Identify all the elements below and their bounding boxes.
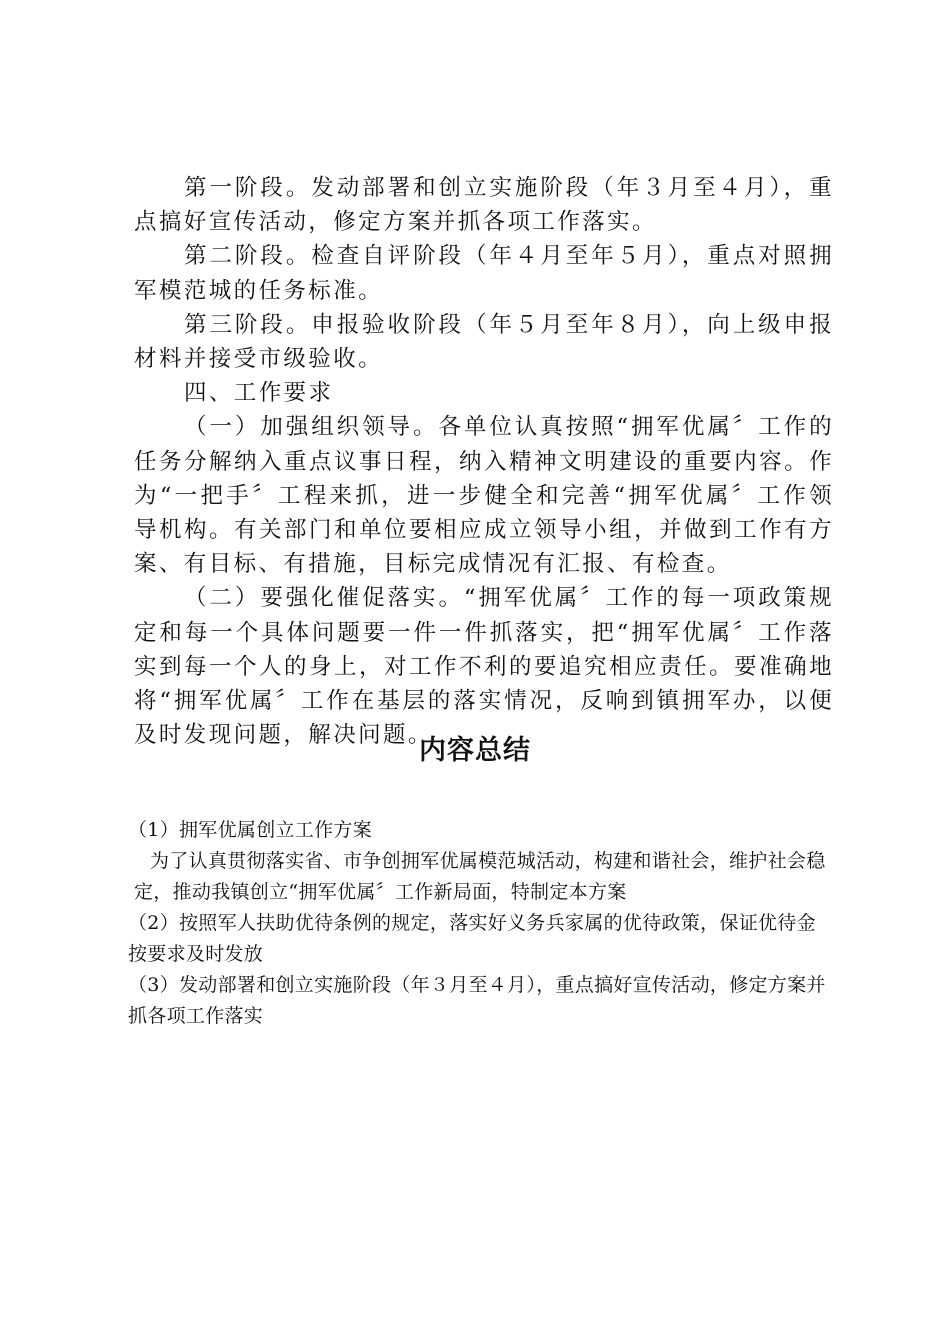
section-heading-requirements: 四、工作要求 [184,380,334,407]
paragraph-stage-three: 第三阶段。申报验收阶段（年５月至年８月），向上级申报材料并接受市级验收。 [134,311,834,373]
summary-item: （1）拥军优属创立工作方案 [128,819,372,841]
summary-item: （2）按照军人扶助优待条例的规定，落实好义务兵家属的优待政策，保证优待金按要求及时发放 [128,912,816,965]
paragraph-stage-one: 第一阶段。发动部署和创立实施阶段（年３月至４月），重点搞好宣传活动，修定方案并抓各项工作落实。 [134,175,834,236]
document-body [134,171,834,752]
paragraph-requirement-two: （二）要强化催促落实。“拥军优属〞工作的每一项政策规定和每一个具体问题要一件一件抓落实，把“拥军优属〞工作落实到每一个人的身上，对工作不利的要追究相应责任。要准确地将“拥军优属〞工作在基层的落实情况，反响到镇拥军办，以便及时发现问题，解决问题。 [134,585,834,749]
summary-item: 为了认真贯彻落实省、市争创拥军优属模范城活动，构建和谐社会，维护社会稳定，推动我镇创立“拥军优属〞工作新局面，特制定本方案 [134,850,826,903]
summary-title: 内容总结 [419,735,531,766]
summary-item: （3）发动部署和创立实施阶段（年３月至４月），重点搞好宣传活动，修定方案并抓各项工作落实 [128,974,826,1027]
paragraph-requirement-one: （一）加强组织领导。各单位认真按照“拥军优属〞工作的任务分解纳入重点议事日程，纳入精神文明建设的重要内容。作为“一把手〞工程来抓，进一步健全和完善“拥军优属〞工作领导机构。有关部门和单位要相应成立领导小组，并做到工作有方案、有目标、有措施，目标完成情况有汇报、有检查。 [134,414,834,578]
paragraph-stage-two: 第二阶段。检查自评阶段（年４月至年５月），重点对照拥军模范城的任务标准。 [134,243,834,304]
summary-section [128,815,829,1032]
